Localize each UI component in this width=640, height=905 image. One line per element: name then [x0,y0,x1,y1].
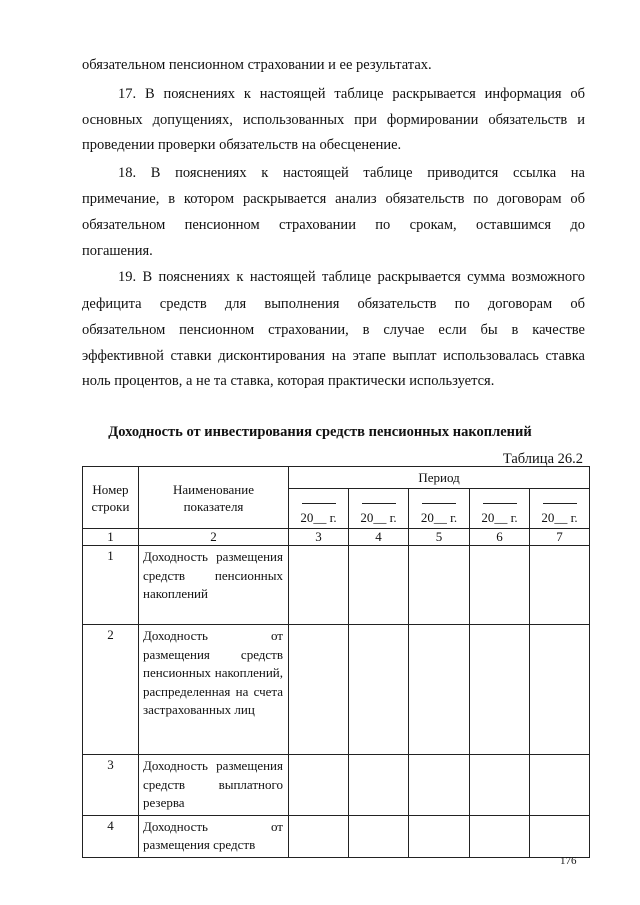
value-cell [289,625,349,755]
paragraph-line: эффективной ставки дисконтирования на этапе выплат использовалась ставка [82,348,585,364]
paragraph-line: обязательном пенсионном страховании и ее результатах. [82,57,432,73]
column-number: 1 [83,529,139,546]
row-number: 1 [83,546,139,625]
column-number: 6 [470,529,530,546]
value-cell [530,625,590,755]
year-label: 20__ г. [360,510,397,525]
year-label: 20__ г. [300,510,337,525]
value-cell [470,546,530,625]
value-cell [289,815,349,857]
column-number: 5 [409,529,470,546]
paragraph-line: обязательном пенсионном страховании по срокам, оставшимся до [82,217,585,233]
header-period-cell [530,489,590,529]
value-cell [530,755,590,816]
value-cell [470,625,530,755]
row-indicator-name: Доходность от размещения средств пенсионных накоплений, распределенная на счета застрахованных лиц [139,625,289,755]
header-period-cell [470,489,530,529]
header-period-cell [349,489,409,529]
paragraph-line: примечание, в котором раскрывается анализ обязательств по договорам об [82,191,585,207]
value-cell [289,755,349,816]
row-number: 2 [83,625,139,755]
column-number: 3 [289,529,349,546]
header-period-cell [289,489,349,529]
paragraph-line: ноль процентов, а не та ставка, которая практически используется. [82,373,495,389]
year-label: 20__ г. [420,510,458,525]
value-cell [289,546,349,625]
value-cell [409,755,470,816]
table-row [83,546,590,625]
paragraph-line: основных допущениях, использованных при формировании обязательств и [82,112,585,128]
table-row [83,625,590,755]
header-period: Период [289,467,590,489]
column-number: 2 [139,529,289,546]
value-cell [349,815,409,857]
value-cell [349,755,409,816]
header-period-cell [409,489,470,529]
paragraph-line: погашения. [82,243,153,259]
year-label: 20__ г. [541,510,578,525]
paragraph-line: 18. В пояснениях к настоящей таблице приводится ссылка на [118,165,585,181]
paragraph-line: проведении проверки обязательств на обесценение. [82,137,402,153]
value-cell [470,815,530,857]
row-indicator-name: Доходность размещения средств выплатного резерва [139,755,289,816]
year-label: 20__ г. [481,510,518,525]
paragraph-line: дефицита средств для выполнения обязательств по договорам об [82,296,585,312]
table-title: Доходность от инвестирования средств пенсионных накоплений [108,424,532,440]
value-cell [530,815,590,857]
row-indicator-name: Доходность размещения средств пенсионных накоплений [139,546,289,625]
paragraph-line: обязательном пенсионном страховании, в случае если бы в качестве [82,322,585,338]
value-cell [409,815,470,857]
column-number: 7 [530,529,590,546]
table-row [83,755,590,816]
value-cell [349,546,409,625]
row-number: 3 [83,755,139,816]
value-cell [409,546,470,625]
value-cell [530,546,590,625]
header-row-number: Номер строки [83,467,139,529]
value-cell [349,625,409,755]
paragraph-line: 17. В пояснениях к настоящей таблице раскрывается информация об [118,86,585,102]
paragraph-line: 19. В пояснениях к настоящей таблице раскрывается сумма возможного [118,269,585,285]
value-cell [409,625,470,755]
table-caption: Таблица 26.2 [502,451,583,467]
header-indicator: Наименование показателя [139,467,289,529]
yield-table [82,466,590,858]
column-number: 4 [349,529,409,546]
value-cell [470,755,530,816]
row-number: 4 [83,815,139,857]
table-row [83,815,590,857]
row-indicator-name: Доходность от размещения средств [139,815,289,857]
page-number: 176 [560,855,577,867]
